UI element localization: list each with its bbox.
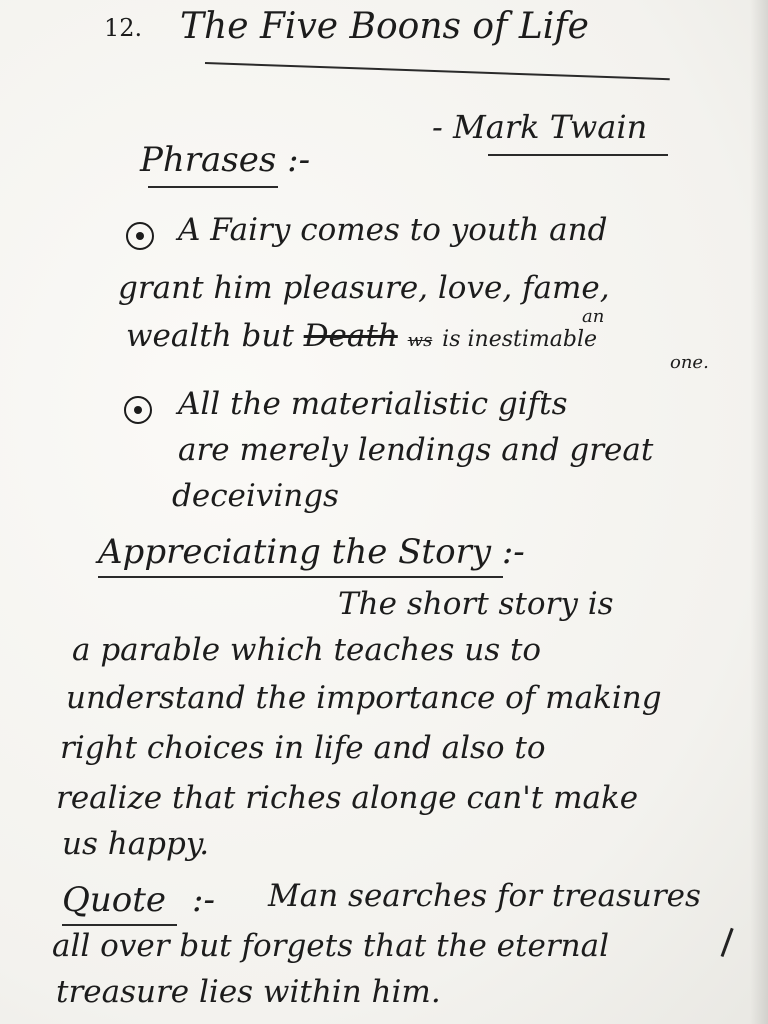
phrase-1-line-2: grant him pleasure, love, fame, — [118, 270, 610, 306]
quote-separator: :- — [192, 880, 215, 920]
appreciating-line-3: understand the importance of making — [66, 680, 662, 716]
phrases-heading-underline — [148, 186, 278, 188]
phrases-heading: Phrases :- — [140, 140, 311, 180]
quote-line-2: all over but forgets that the eternal — [52, 928, 610, 964]
chapter-number: 12. — [104, 14, 143, 42]
appreciating-line-1: The short story is — [338, 586, 614, 622]
author-underline — [488, 154, 668, 156]
insertion-word: an — [582, 306, 605, 327]
author-name: - Mark Twain — [432, 108, 648, 146]
quote-label: Quote — [62, 880, 167, 920]
struck-mark: ws — [407, 330, 433, 351]
appreciating-line-6: us happy. — [62, 826, 210, 862]
struck-word: Death — [303, 318, 398, 354]
page-title: The Five Boons of Life — [180, 6, 589, 47]
phrase-2-line-2: are merely lendings and great — [178, 432, 654, 468]
appreciating-heading-underline — [98, 576, 503, 578]
appreciating-line-4: right choices in life and also to — [60, 730, 546, 766]
title-underline — [205, 62, 670, 80]
phrase-2-line-1: All the materialistic gifts — [178, 386, 568, 422]
bullet-icon — [126, 222, 154, 250]
appreciating-line-5: realize that riches alonge can't make — [56, 780, 639, 816]
phrase-1-line-3 — [126, 318, 597, 354]
page-edge-mark — [721, 928, 734, 957]
phrase-1-line-3-prefix: wealth but — [126, 318, 294, 354]
quote-line-1: Man searches for treasures — [268, 878, 701, 914]
phrase-1-line-3-suffix: is inestimable — [442, 327, 597, 352]
appreciating-heading: Appreciating the Story :- — [98, 532, 525, 572]
bullet-icon — [124, 396, 152, 424]
phrase-2-line-3: deceivings — [172, 478, 339, 514]
quote-label-underline — [62, 924, 177, 926]
phrase-1-line-1: A Fairy comes to youth and — [178, 212, 608, 248]
phrase-1-trailing-word: one. — [670, 352, 709, 373]
appreciating-line-2: a parable which teaches us to — [72, 632, 542, 668]
page-edge-shadow — [750, 0, 768, 1024]
quote-line-3: treasure lies within him. — [56, 974, 441, 1010]
